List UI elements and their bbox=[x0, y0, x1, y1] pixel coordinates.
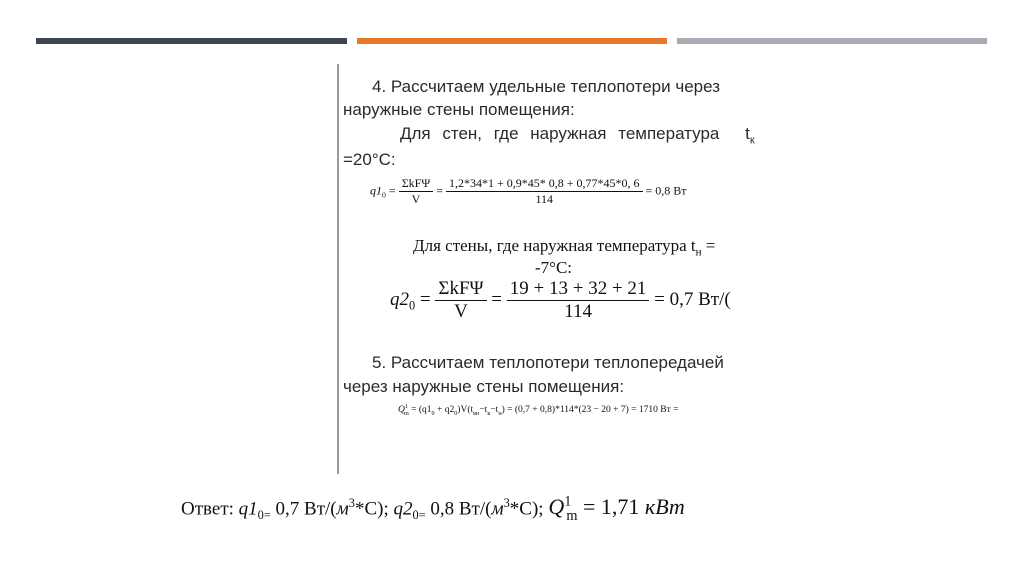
header-bar-dark bbox=[36, 38, 347, 44]
formula-q1-fraction-a: $\frac{\text{ΣkFΨ}}{V}$ bbox=[399, 176, 434, 207]
formula-q1: $q1_0$ = $\frac{\text{ΣkFΨ}}{V}$ = $\frac{1,2*34*1 + 0,9*45* 0,8 + 0,77*45*0, 6}{114}$ = 0,8 Вт bbox=[370, 176, 687, 206]
cold-wall-line: Для стены, где наружная температура $t_н$ = bbox=[413, 236, 716, 259]
outer-temp-value: =20°С: bbox=[343, 150, 396, 169]
formula-q2-fraction-b: $\frac{19 + 13 + 32 + 21}{114}$ bbox=[507, 278, 650, 323]
header-bar-gray bbox=[677, 38, 987, 44]
vertical-divider bbox=[337, 64, 339, 474]
step5-heading: 5. Рассчитаем теплопотери теплопередачей bbox=[372, 353, 724, 372]
formula-Q: $Q^1_m = (q1_0 + q2_0)V(t_{вн}-t_к-t_н) = (0,7 + 0,8)*114*(23 - 20 + 7) = 1710$ Вт = bbox=[398, 404, 679, 418]
step4-heading: 4. Рассчитаем удельные теплопотери через bbox=[372, 77, 720, 96]
formula-q2: $q2_0$ = $\frac{\text{ΣkFΨ}}{V}$ = $\frac{19 + 13 + 32 + 21}{114}$ = 0,7 Вт/( bbox=[390, 278, 731, 322]
answer-line: Ответ: $q1_{0=}$ 0,7 $Вт/(м^3*С)$; $q2_{0=}$ 0,8 $Вт/(м^3*С)$; $Q^1_m = 1,71$ кВт bbox=[181, 494, 685, 524]
step5-heading-cont: через наружные стены помещения: bbox=[343, 377, 625, 396]
outer-temp-line: Для стен, где наружная температура $t_к$ bbox=[400, 124, 755, 147]
step4-heading-cont: наружные стены помещения: bbox=[343, 100, 575, 119]
header-bar-orange bbox=[357, 38, 667, 44]
formula-q2-fraction-a: $\frac{\text{ΣkFΨ}}{V}$ bbox=[435, 278, 486, 323]
cold-wall-value: -7°С: bbox=[535, 258, 573, 277]
formula-q1-fraction-b: $\frac{1,2*34*1 + 0,9*45* 0,8 + 0,77*45*0, 6}{114}$ bbox=[446, 176, 643, 207]
answer-label: Ответ: bbox=[181, 498, 234, 520]
